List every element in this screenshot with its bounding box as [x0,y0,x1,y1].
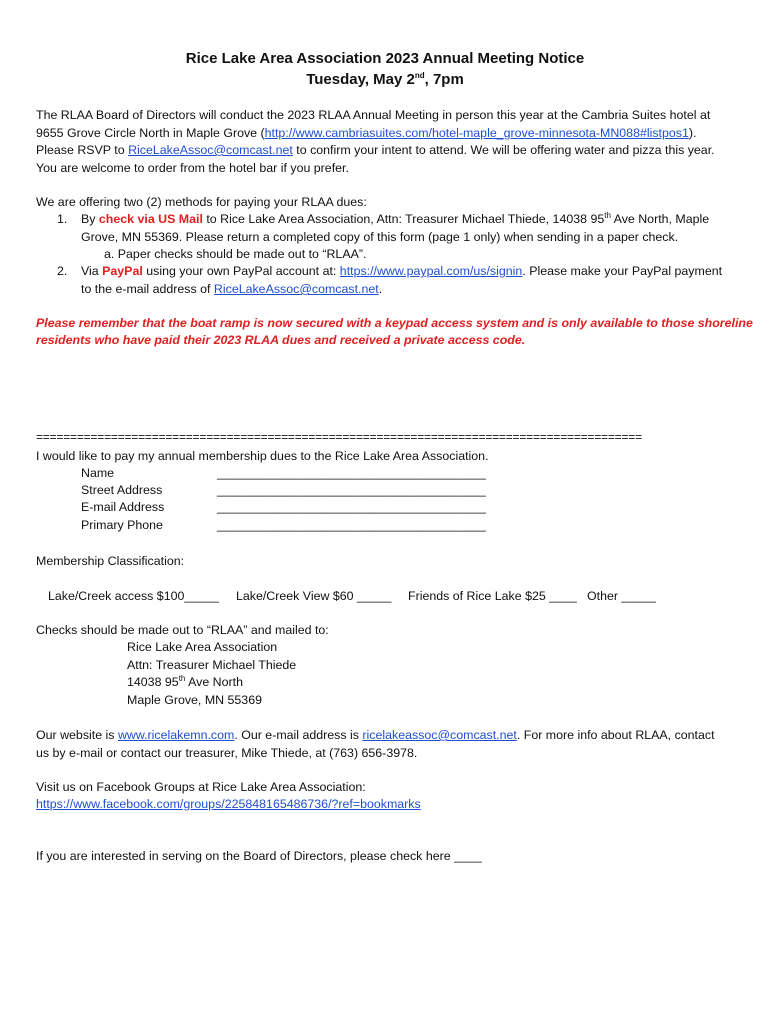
field-label-street-address: Street Address [81,483,163,497]
mailing-intro: Checks should be made out to “RLAA” and mailed to: [36,623,329,637]
payment-item-1: 1. By check via US Mail to Rice Lake Area Association, Attn: Treasurer Michael Thiede, 14038 95th Ave North, Maple [57,210,710,226]
field-label-email-address: E-mail Address [81,500,165,514]
intro-line-2: 9655 Grove Circle North in Maple Grove (http://www.cambriasuites.com/hotel-maple_grove-minnesota-MN088#listpos1). [36,126,697,140]
payment-item-1-line-2: Grove, MN 55369. Please return a completed copy of this form (page 1 only) when sending in a paper check. [81,230,679,244]
payment-item-2-line-2: to the e-mail address of RiceLakeAssoc@comcast.net. [81,282,383,296]
warning-line-2: residents who have paid their 2023 RLAA dues and received a private access code. [36,333,526,347]
website-line-1: Our website is www.ricelakemn.com. Our e-mail address is ricelakeassoc@comcast.net. For more info about RLAA, contact [36,728,715,742]
membership-option-lake-creek-access[interactable]: Lake/Creek access $100_____ [48,589,219,603]
facebook-line-1: Visit us on Facebook Groups at Rice Lake Area Association: [36,780,366,794]
membership-option-lake-creek-view[interactable]: Lake/Creek View $60 _____ [236,589,392,603]
payment-item-2: 2. Via PayPal using your own PayPal account at: https://www.paypal.com/us/signin. Please make your PayPal payment [57,264,723,278]
warning-line-1: Please remember that the boat ramp is now secured with a keypad access system and is only available to those shoreline [36,316,753,330]
membership-heading: Membership Classification: [36,554,185,568]
mailing-line-2: Attn: Treasurer Michael Thiede [127,658,297,672]
intro-line-4: You are welcome to order from the hotel bar if you prefer. [36,161,349,175]
board-interest[interactable]: If you are interested in serving on the Board of Directors, please check here ____ [36,849,482,863]
page-title: Rice Lake Area Association 2023 Annual Meeting Notice [185,50,585,67]
mailing-line-3: 14038 95th Ave North [127,673,243,689]
facebook-line-2 [36,796,421,814]
website-link[interactable]: www.ricelakemn.com [117,728,235,742]
membership-option-other[interactable]: Other _____ [587,589,656,603]
mailing-line-4: Maple Grove, MN 55369 [127,693,262,707]
paypal-email-link[interactable]: RiceLakeAssoc@comcast.net [213,282,379,296]
membership-option-friends[interactable]: Friends of Rice Lake $25 ____ [408,589,577,603]
hotel-link[interactable]: http://www.cambriasuites.com/hotel-maple_grove-minnesota-MN088#listpos1 [264,126,689,140]
mailing-line-1: Rice Lake Area Association [127,640,278,654]
street-address-field[interactable]: _______________________________________ [217,483,486,497]
field-label-primary-phone: Primary Phone [81,518,163,532]
rsvp-email-link[interactable]: RiceLakeAssoc@comcast.net [128,143,293,157]
form-separator: ========================================================================================= [36,430,642,444]
field-label-name: Name [81,466,115,480]
form-intro: I would like to pay my annual membership dues to the Rice Lake Area Association. [36,449,489,463]
paypal-link[interactable]: https://www.paypal.com/us/signin [339,264,523,278]
payment-item-1-sub: a. Paper checks should be made out to “RLAA”. [104,247,367,261]
name-field[interactable]: _______________________________________ [217,466,486,480]
contact-email-link[interactable]: ricelakeassoc@comcast.net [362,728,517,742]
intro-line-1: The RLAA Board of Directors will conduct the 2023 RLAA Annual Meeting in person this year at the Cambria Suites hotel at [36,108,711,122]
payment-intro: We are offering two (2) methods for paying your RLAA dues: [36,195,367,209]
page-subtitle: Tuesday, May 2nd, 7pm [306,71,464,88]
primary-phone-field[interactable]: _______________________________________ [217,518,486,532]
website-line-2: us by e-mail or contact our treasurer, Mike Thiede, at (763) 656-3978. [36,746,418,760]
email-address-field[interactable]: _______________________________________ [217,500,486,514]
intro-line-3: Please RSVP to RiceLakeAssoc@comcast.net to confirm your intent to attend. We will be offering water and pizza this year. [36,143,715,157]
facebook-link[interactable]: https://www.facebook.com/groups/225848165486736/?ref=bookmarks [36,797,421,811]
